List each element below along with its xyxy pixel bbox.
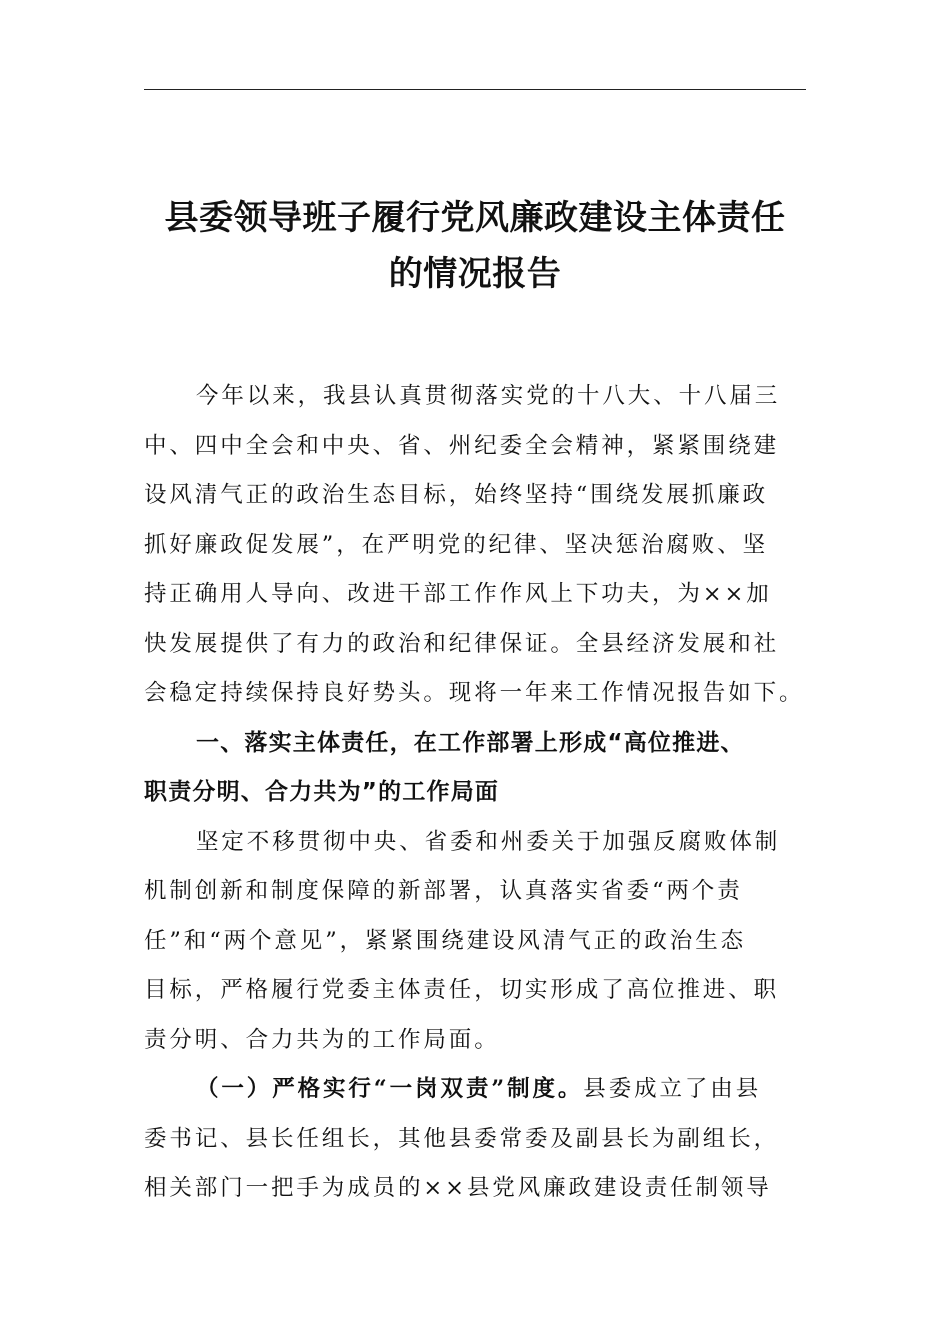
section-line: 坚定不移贯彻中央、省委和州委关于加强反腐败体制 [196,828,781,855]
title-line-1: 县委领导班子履行党风廉政建设主体责任 [164,198,786,238]
section-line: 目标，严格履行党委主体责任，切实形成了高位推进、职 [144,977,780,1003]
subsection-lead: （一）严格实行“一岗双责”制度。 [196,1076,584,1102]
section-line: 责分明、合力共为的工作局面。 [144,1026,500,1053]
intro-line: 今年以来，我县认真贯彻落实党的十八大、十八届三 [196,383,781,409]
intro-line: 快发展提供了有力的政治和纪律保证。全县经济发展和社 [144,630,780,657]
intro-line: 中、四中全会和中央、省、州纪委全会精神，紧紧围绕建 [144,432,780,459]
document-body [144,372,806,1214]
section-line: 机制创新和制度保障的新部署，认真落实省委“两个责 [144,878,743,904]
section-heading-line: 职责分明、合力共为”的工作局面 [144,779,500,805]
subsection-line: 相关部门一把手为成员的××县党风廉政建设责任制领导 [144,1175,772,1201]
intro-line: 会稳定持续保持良好势头。现将一年来工作情况报告如下。 [144,680,805,706]
subsection-line: 委书记、县长任组长，其他县委常委及副县长为副组长， [144,1125,780,1152]
intro-line: 设风清气正的政治生态目标，始终坚持“围绕发展抓廉政 [144,482,769,508]
header-rule [144,89,806,90]
title-line-2: 的情况报告 [388,254,562,294]
intro-line: 抓好廉政促发展”，在严明党的纪律、坚决惩治腐败、坚 [144,531,769,558]
intro-line: 持正确用人导向、改进干部工作作风上下功夫，为××加 [144,581,772,607]
subsection-first-rest: 县委成立了由县 [583,1076,762,1102]
section-line: 任”和“两个意见”，紧紧围绕建设风清气正的政治生态 [144,927,747,954]
subsection-first-line [144,1065,806,1115]
section-heading-line: 一、落实主体责任，在工作部署上形成“高位推进、 [196,729,745,756]
document-title [144,190,806,302]
